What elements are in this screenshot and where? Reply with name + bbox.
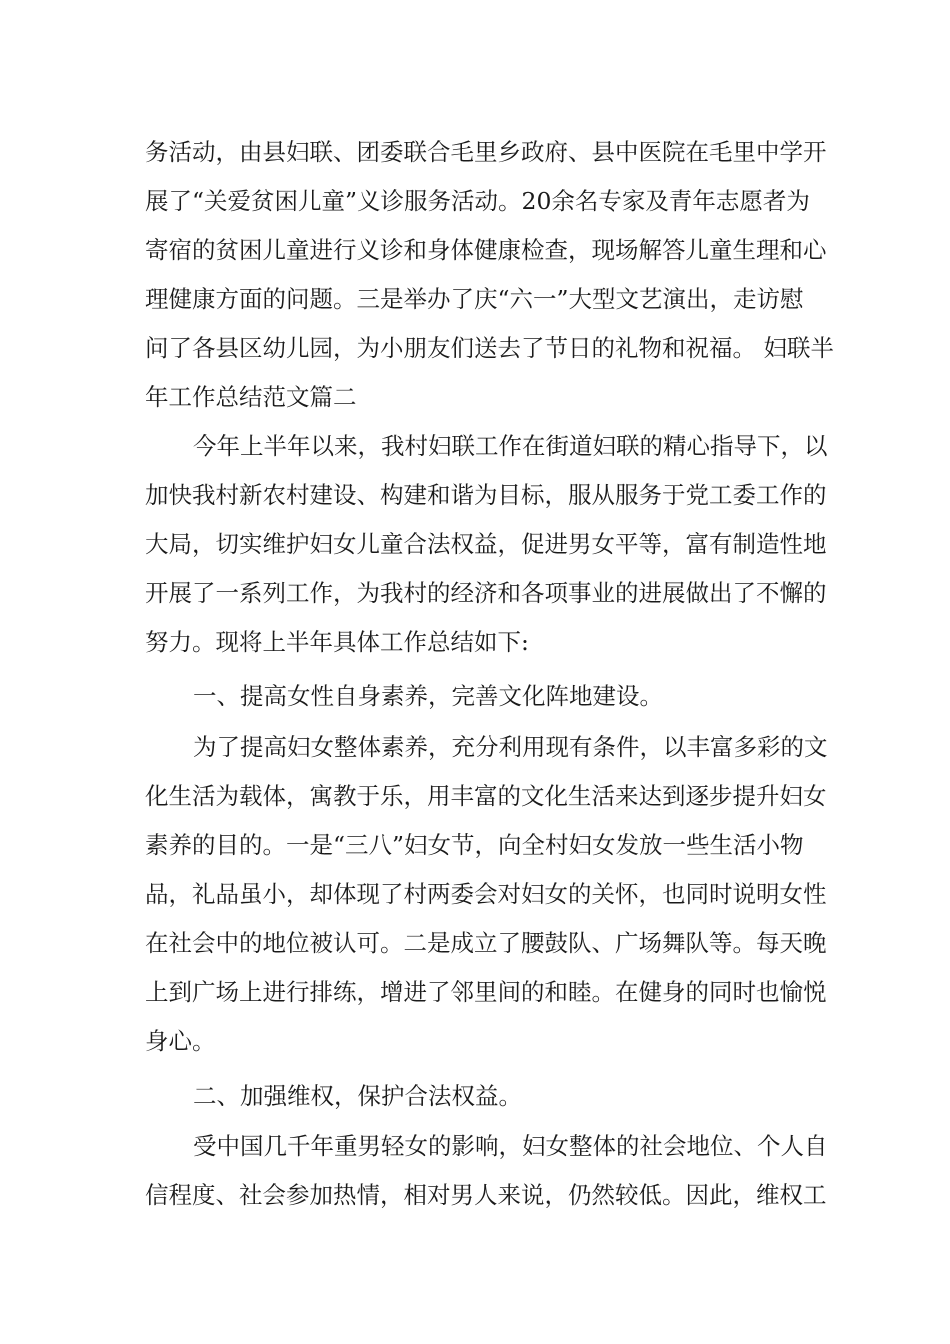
text-line: 加快我村新农村建设、构建和谐为目标，服从服务于党工委工作的 bbox=[145, 481, 827, 509]
text-line: 化生活为载体，寓教于乐，用丰富的文化生活来达到逐步提升妇女 bbox=[145, 782, 827, 810]
text-line: 信程度、社会参加热情，相对男人来说，仍然较低。因此，维权工 bbox=[145, 1181, 827, 1209]
section-title: 年工作总结范文篇二 bbox=[145, 383, 357, 411]
section-heading: 一、提高女性自身素养，完善文化阵地建设。 bbox=[193, 682, 663, 710]
section-heading: 二、加强维权，保护合法权益。 bbox=[193, 1082, 522, 1110]
text-line: 素养的目的。一是“三八”妇女节，向全村妇女发放一些生活小物 bbox=[145, 831, 804, 859]
text-line: 问了各县区幼儿园，为小朋友们送去了节日的礼物和祝福。 妇联半 bbox=[145, 334, 834, 362]
paragraph-start-line: 为了提高妇女整体素养，充分利用现有条件，以丰富多彩的文 bbox=[193, 733, 828, 761]
text-line: 展了“关爱贫困儿童”义诊服务活动。20余名专家及青年志愿者为 bbox=[145, 187, 810, 215]
paragraph-start-line: 今年上半年以来，我村妇联工作在街道妇联的精心指导下，以 bbox=[193, 432, 828, 460]
text-line: 身心。 bbox=[145, 1027, 216, 1055]
text-line: 寄宿的贫困儿童进行义诊和身体健康检查，现场解答儿童生理和心 bbox=[145, 236, 827, 264]
text-line: 理健康方面的问题。三是举办了庆“六一”大型文艺演出，走访慰 bbox=[145, 285, 804, 313]
text-line: 开展了一系列工作，为我村的经济和各项事业的进展做出了不懈的 bbox=[145, 579, 827, 607]
text-line: 努力。现将上半年具体工作总结如下: bbox=[145, 628, 529, 656]
text-line: 品，礼品虽小，却体现了村两委会对妇女的关怀，也同时说明女性 bbox=[145, 880, 827, 908]
text-line: 上到广场上进行排练，增进了邻里间的和睦。在健身的同时也愉悦 bbox=[145, 978, 827, 1006]
text-line: 务活动，由县妇联、团委联合毛里乡政府、县中医院在毛里中学开 bbox=[145, 138, 827, 166]
paragraph-start-line: 受中国几千年重男轻女的影响，妇女整体的社会地位、个人自 bbox=[193, 1132, 828, 1160]
text-line: 大局，切实维护妇女儿童合法权益，促进男女平等，富有制造性地 bbox=[145, 530, 827, 558]
text-line: 在社会中的地位被认可。二是成立了腰鼓队、广场舞队等。每天晚 bbox=[145, 929, 827, 957]
